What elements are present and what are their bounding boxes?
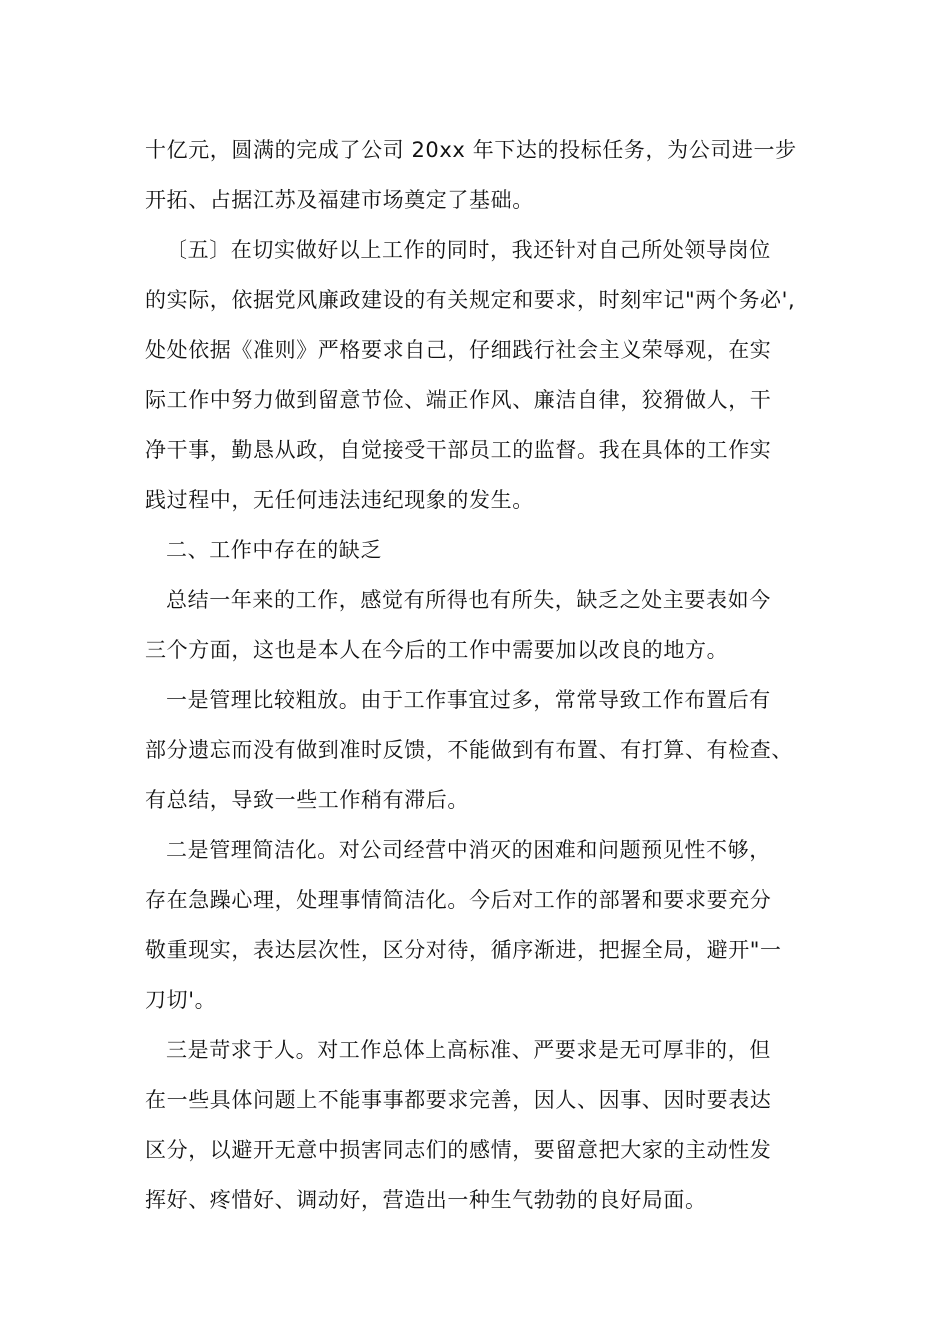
section-heading: 二、工作中存在的缺乏 [166, 538, 382, 562]
text-line: 践过程中，无任何违法违纪现象的发生。 [145, 488, 534, 512]
text-line: 三个方面，这也是本人在今后的工作中需要加以改良的地方。 [145, 638, 729, 662]
text-line: 区分，以避开无意中损害同志们的感情，要留意把大家的主动性发 [145, 1138, 772, 1162]
text-line: 际工作中努力做到留意节俭、端正作风、廉洁自律，狡猾做人，干 [145, 388, 772, 412]
text-line: 在一些具体问题上不能事事都要求完善，因人、因事、因时要表达 [145, 1088, 772, 1112]
text-line: 十亿元，圆满的完成了公司 20xx 年下达的投标任务，为公司进一步 [145, 138, 797, 162]
paragraph-start: 总结一年来的工作，感觉有所得也有所失，缺乏之处主要表如今 [166, 588, 771, 612]
text-line: 处处依据《准则》严格要求自己，仔细践行社会主义荣辱观，在实 [145, 338, 772, 362]
text-line: 挥好、疼惜好、调动好，营造出一种生气勃勃的良好局面。 [145, 1188, 707, 1212]
paragraph-start: 三是苛求于人。对工作总体上高标准、严要求是无可厚非的，但 [166, 1038, 771, 1062]
text-line: 开拓、占据江苏及福建市场奠定了基础。 [145, 188, 534, 212]
paragraph-five-start: 〔五〕在切实做好以上工作的同时，我还针对自己所处领导岗位 [166, 238, 771, 262]
text-line: 部分遗忘而没有做到准时反馈，不能做到有布置、有打算、有检查、 [145, 738, 793, 762]
paragraph-start: 一是管理比较粗放。由于工作事宜过多，常常导致工作布置后有 [166, 688, 771, 712]
text-line: 刀切'。 [145, 988, 217, 1012]
text-line: 有总结，导致一些工作稍有滞后。 [145, 788, 469, 812]
text-line: 敬重现实，表达层次性，区分对待，循序渐进，把握全局，避开"一 [145, 938, 782, 962]
text-line: 的实际，依据党风廉政建设的有关规定和要求，时刻牢记"两个务必', [145, 288, 796, 312]
paragraph-start: 二是管理简洁化。对公司经营中消灭的困难和问题预见性不够， [166, 838, 771, 862]
text-line: 净干事，勤恳从政，自觉接受干部员工的监督。我在具体的工作实 [145, 438, 772, 462]
text-line: 存在急躁心理，处理事情简洁化。今后对工作的部署和要求要充分 [145, 888, 772, 912]
